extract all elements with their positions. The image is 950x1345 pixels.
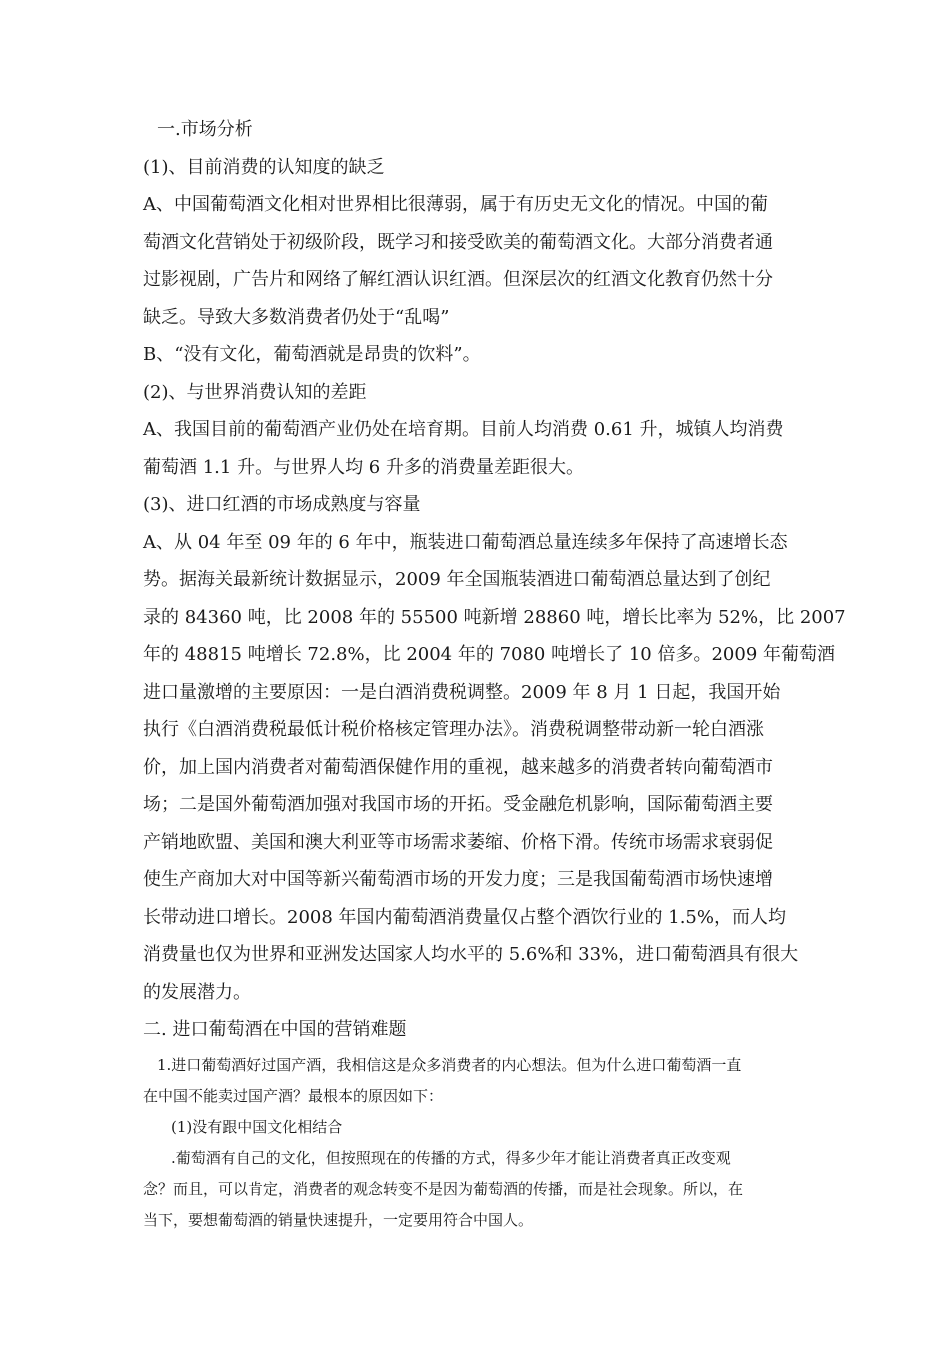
section-1-title: 一.市场分析 xyxy=(157,119,253,140)
subheading-3: (3)、进口红酒的市场成熟度与容量 xyxy=(143,494,421,515)
paragraph-line: B、“没有文化，葡萄酒就是昂贵的饮料”。 xyxy=(143,344,481,365)
paragraph-line: A、我国目前的葡萄酒产业仍处在培育期。目前人均消费 0.61 升，城镇人均消费 xyxy=(143,419,784,440)
paragraph-line: 念？而且，可以肯定，消费者的观念转变不是因为葡萄酒的传播，而是社会现象。所以，在 xyxy=(143,1180,744,1198)
paragraph-line: .葡萄酒有自己的文化，但按照现在的传播的方式，得多少年才能让消费者真正改变观 xyxy=(171,1149,731,1167)
paragraph-line: 过影视剧，广告片和网络了解红酒认识红酒。但深层次的红酒文化教育仍然十分 xyxy=(143,269,773,290)
paragraph-line: 长带动进口增长。2008 年国内葡萄酒消费量仅占整个酒饮行业的 1.5%，而人均 xyxy=(143,906,786,928)
paragraph-line: 价，加上国内消费者对葡萄酒保健作用的重视，越来越多的消费者转向葡萄酒市 xyxy=(143,756,773,778)
paragraph-line: 执行《白酒消费税最低计税价格核定管理办法》。消费税调整带动新一轮白酒涨 xyxy=(143,719,764,740)
paragraph-line: 产销地欧盟、美国和澳大利亚等市场需求萎缩、价格下滑。传统市场需求衰弱促 xyxy=(143,831,773,853)
paragraph-line: 势。据海关最新统计数据显示，2009 年全国瓶装酒进口葡萄酒总量达到了创纪 xyxy=(143,569,771,590)
subheading-1: (1)、目前消费的认知度的缺乏 xyxy=(143,156,385,178)
paragraph-line: 在中国不能卖过国产酒？最根本的原因如下： xyxy=(143,1087,444,1105)
paragraph-line: A、中国葡萄酒文化相对世界相比很薄弱，属于有历史无文化的情况。中国的葡 xyxy=(143,194,768,215)
paragraph-line: A、从 04 年至 09 年的 6 年中，瓶装进口葡萄酒总量连续多年保持了高速增长态 xyxy=(143,531,788,553)
paragraph-line: 录的 84360 吨，比 2008 年的 55500 吨新增 28860 吨，增长比率为 52%，比 2007 xyxy=(143,606,846,628)
section-2-body xyxy=(143,1050,815,1236)
paragraph-line: 进口量激增的主要原因：一是白酒消费税调整。2009 年 8 月 1 日起，我国开始 xyxy=(143,681,781,703)
subheading-2: (2)、与世界消费认知的差距 xyxy=(143,381,367,403)
paragraph-line: 萄酒文化营销处于初级阶段，既学习和接受欧美的葡萄酒文化。大部分消费者通 xyxy=(143,231,773,253)
paragraph-line: 的发展潜力。 xyxy=(143,981,251,1003)
section-1 xyxy=(143,111,846,1049)
paragraph-line: 当下，要想葡萄酒的销量快速提升，一定要用符合中国人。 xyxy=(143,1211,534,1229)
paragraph-line: 葡萄酒 1.1 升。与世界人均 6 升多的消费量差距很大。 xyxy=(143,456,584,478)
paragraph-line: 使生产商加大对中国等新兴葡萄酒市场的开发力度；三是我国葡萄酒市场快速增 xyxy=(143,869,773,890)
paragraph-line: 1.进口葡萄酒好过国产酒，我相信这是众多消费者的内心想法。但为什么进口葡萄酒一直 xyxy=(157,1056,742,1074)
paragraph-line: 缺乏。导致大多数消费者仍处于“乱喝” xyxy=(143,306,450,328)
subheading-section-2: (1)没有跟中国文化相结合 xyxy=(171,1118,343,1136)
paragraph-line: 场；二是国外葡萄酒加强对我国市场的开拓。受金融危机影响，国际葡萄酒主要 xyxy=(143,794,773,815)
paragraph-line: 年的 48815 吨增长 72.8%，比 2004 年的 7080 吨增长了 10 倍多。2009 年葡萄酒 xyxy=(143,644,835,665)
section-2-title: 二. 进口葡萄酒在中国的营销难题 xyxy=(143,1019,407,1040)
paragraph-line: 消费量也仅为世界和亚洲发达国家人均水平的 5.6%和 33%，进口葡萄酒具有很大 xyxy=(143,944,799,965)
